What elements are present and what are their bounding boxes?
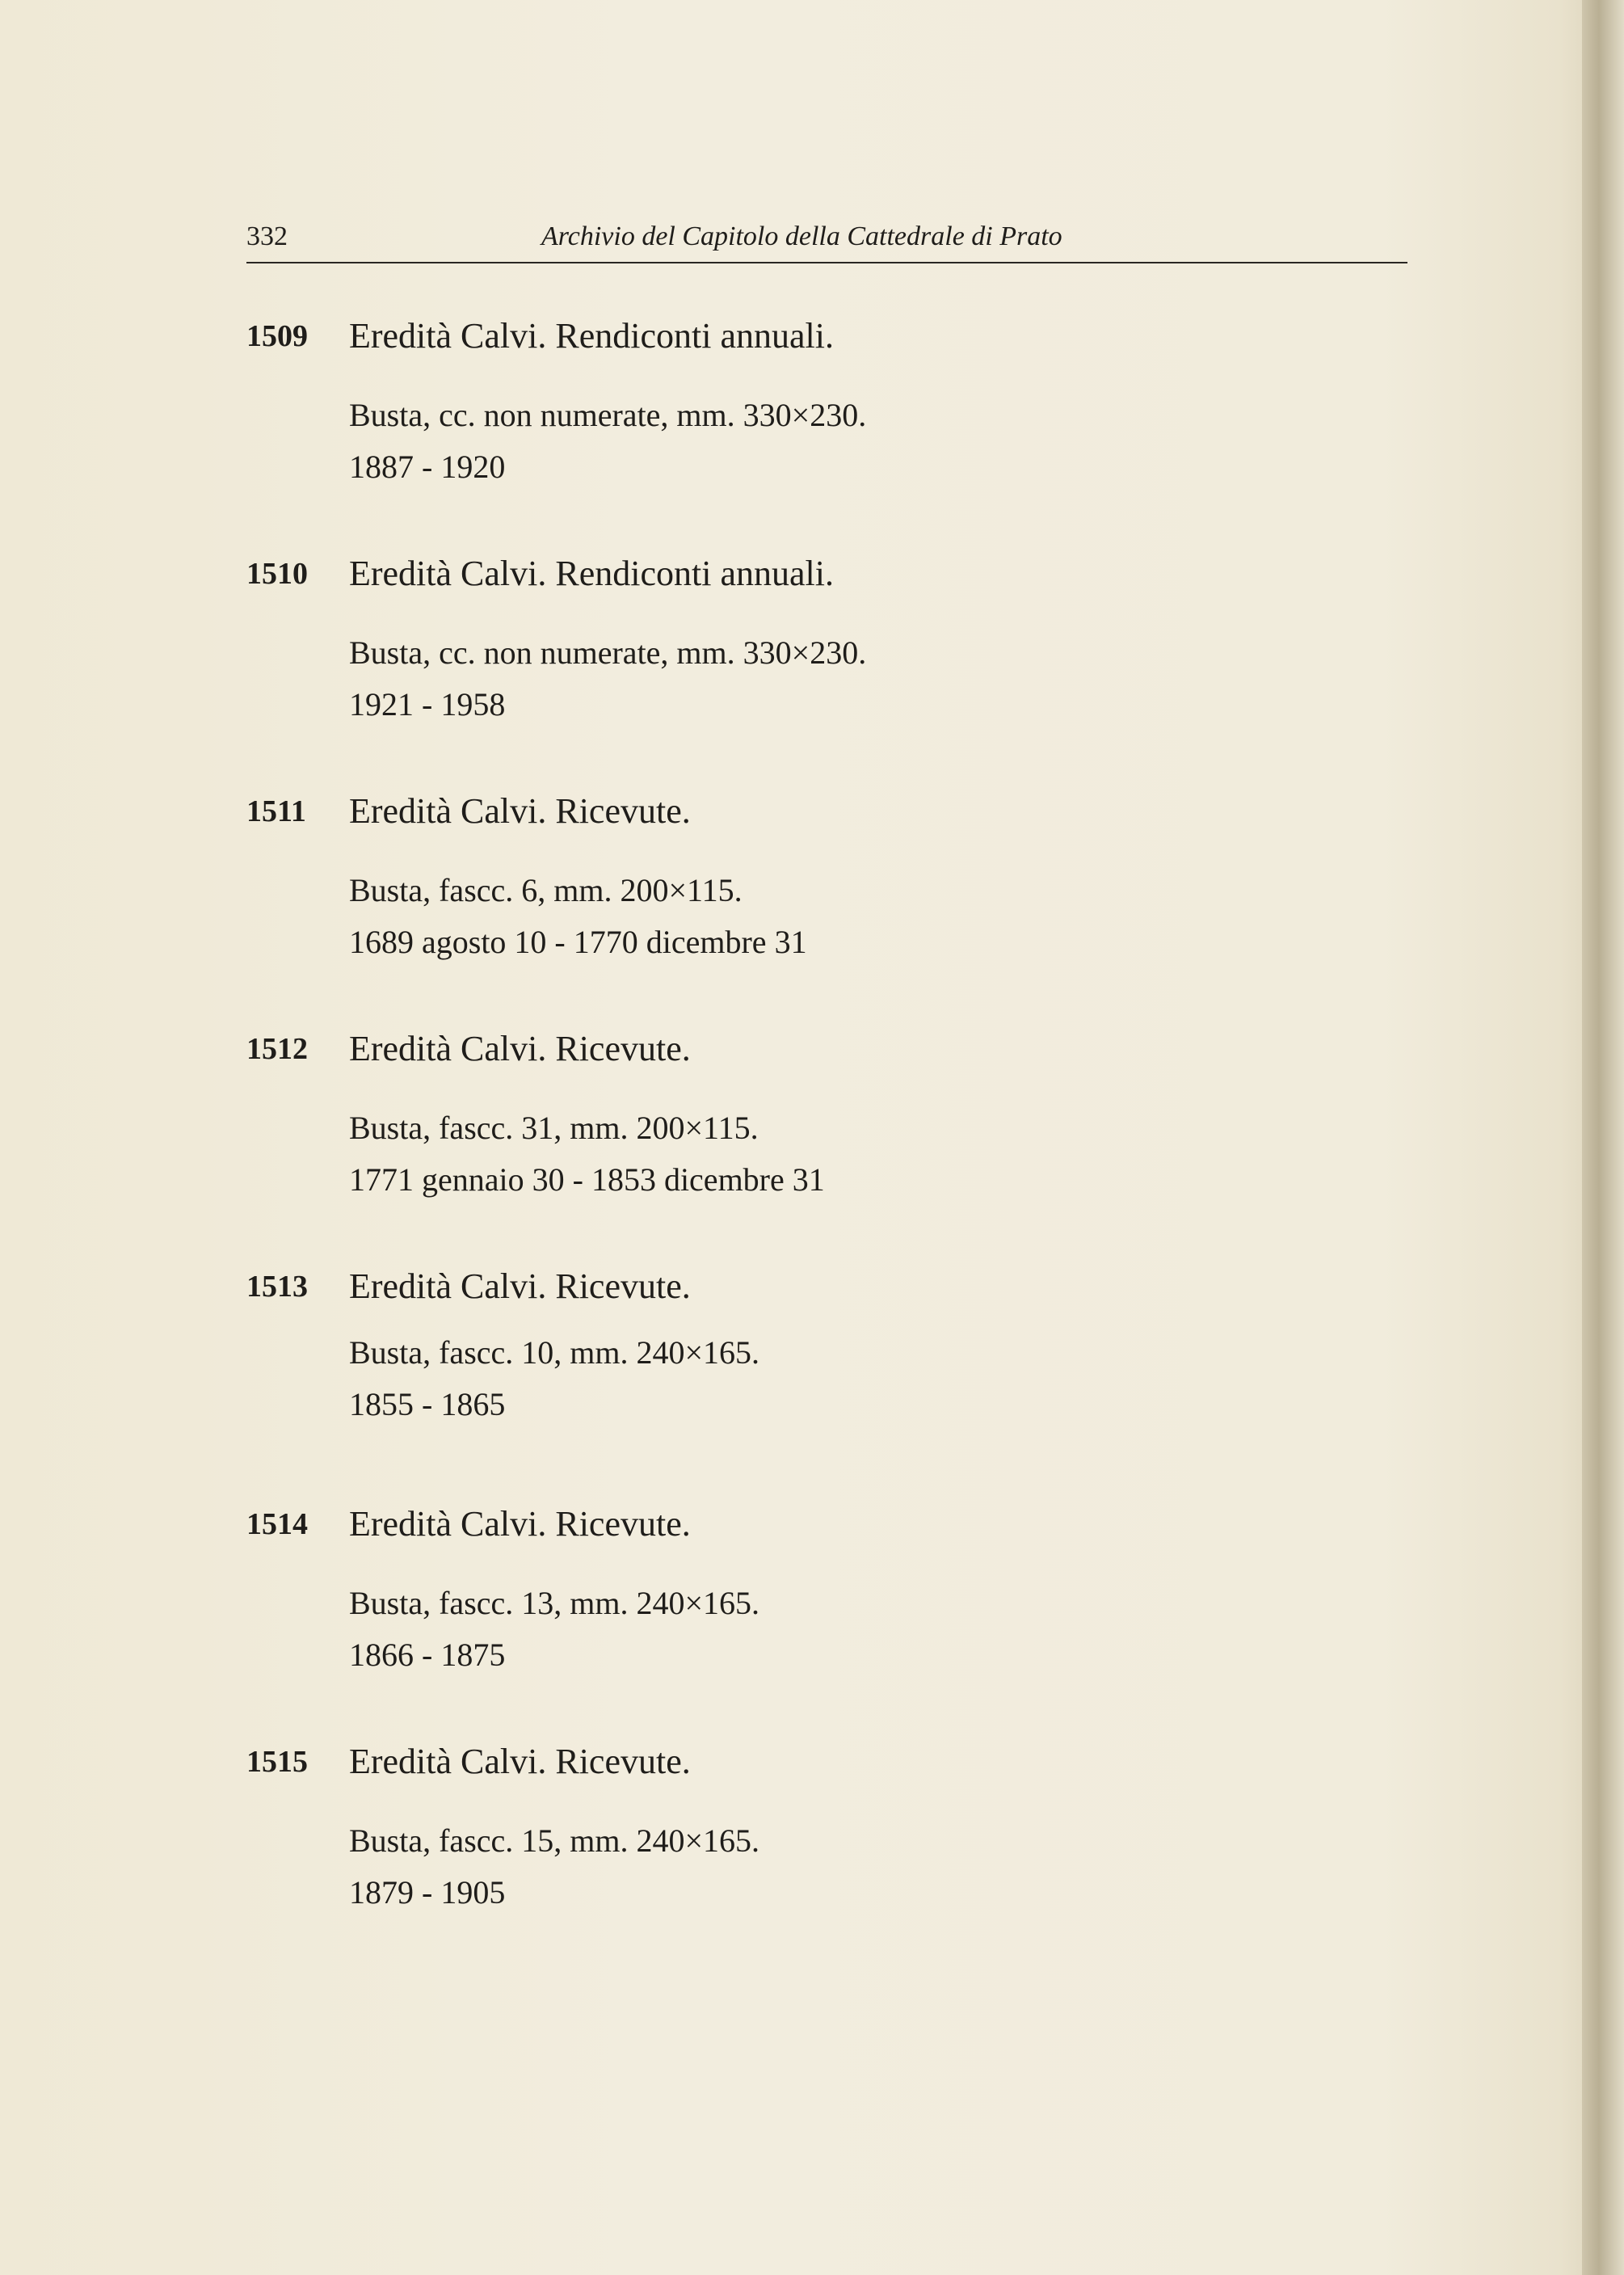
- entry-title: Eredità Calvi. Ricevute.: [349, 1742, 691, 1781]
- entry-title: Eredità Calvi. Ricevute.: [349, 791, 691, 831]
- entry-number: 1510: [246, 557, 308, 591]
- entry-description: Busta, cc. non numerate, mm. 330×230.: [349, 397, 867, 433]
- entry-description: Busta, cc. non numerate, mm. 330×230.: [349, 634, 867, 671]
- entry-description: Busta, fascc. 31, mm. 200×115.: [349, 1110, 759, 1146]
- entry-title: Eredità Calvi. Ricevute.: [349, 1504, 691, 1544]
- entry-dates: 1689 agosto 10 - 1770 dicembre 31: [349, 924, 807, 960]
- entry-dates: 1921 - 1958: [349, 686, 506, 723]
- entry-number: 1515: [246, 1745, 308, 1779]
- page-number: 332: [246, 221, 288, 251]
- entry-description: Busta, fascc. 10, mm. 240×165.: [349, 1334, 760, 1371]
- entry-dates: 1855 - 1865: [349, 1386, 506, 1422]
- entry-title: Eredità Calvi. Ricevute.: [349, 1029, 691, 1068]
- entry-description: Busta, fascc. 15, mm. 240×165.: [349, 1822, 760, 1859]
- entry-number: 1512: [246, 1032, 308, 1066]
- entry-description: Busta, fascc. 13, mm. 240×165.: [349, 1585, 760, 1621]
- entry-dates: 1879 - 1905: [349, 1874, 506, 1911]
- entry-number: 1513: [246, 1270, 308, 1304]
- entry-description: Busta, fascc. 6, mm. 200×115.: [349, 872, 743, 908]
- entry-dates: 1866 - 1875: [349, 1637, 506, 1673]
- entry-dates: 1771 gennaio 30 - 1853 dicembre 31: [349, 1161, 825, 1198]
- entry-title: Eredità Calvi. Rendiconti annuali.: [349, 316, 834, 356]
- entry-title: Eredità Calvi. Rendiconti annuali.: [349, 554, 834, 593]
- running-title: Archivio del Capitolo della Cattedrale di Prato: [541, 221, 1062, 251]
- page-binding-edge: [1582, 0, 1624, 2275]
- entry-title: Eredità Calvi. Ricevute.: [349, 1266, 691, 1306]
- entry-dates: 1887 - 1920: [349, 449, 506, 485]
- entry-number: 1509: [246, 319, 308, 353]
- entry-number: 1514: [246, 1507, 308, 1541]
- page-header: [246, 217, 1407, 263]
- entry-number: 1511: [246, 794, 306, 828]
